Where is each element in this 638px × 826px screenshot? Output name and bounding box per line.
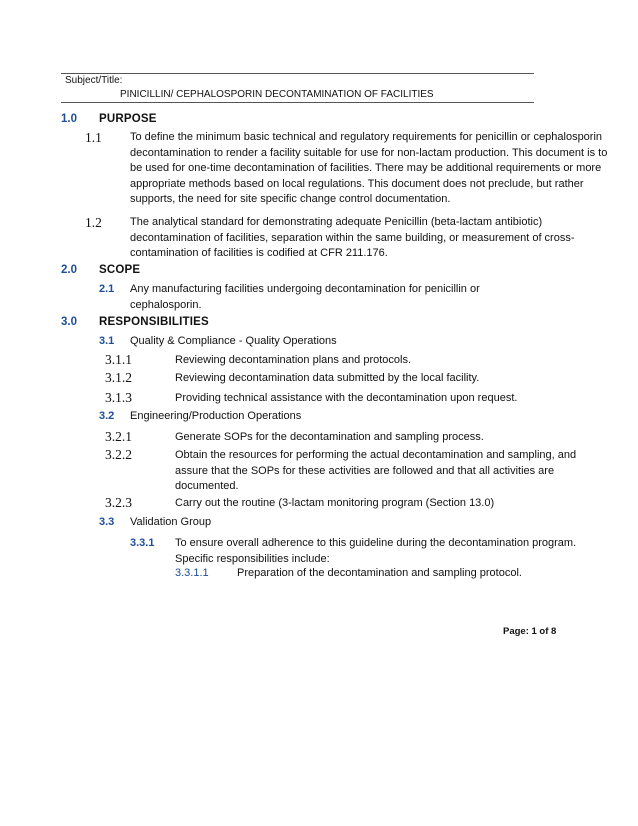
item-number: 3.1.3 [105, 390, 132, 405]
item-number: 3.2.3 [105, 495, 132, 510]
item-number: 3.1.2 [105, 370, 132, 385]
section-number: 2.0 [61, 264, 77, 276]
item-number: 3.2.1 [105, 429, 132, 444]
responsibility-item: Reviewing decontamination plans and protocols. [175, 354, 412, 366]
subsection-number: 3.2 [99, 410, 115, 422]
document-title: PINICILLIN/ CEPHALOSPORIN DECONTAMINATION OF FACILITIES [120, 89, 434, 100]
responsibility-item: Generate SOPs for the decontamination and sampling process. [175, 431, 484, 443]
subsection-title: Quality & Compliance - Quality Operations [130, 335, 337, 347]
subsection-number: 3.3 [99, 516, 115, 528]
section-number: 1.0 [61, 113, 77, 125]
item-number: 1.2 [85, 215, 102, 230]
subsection-title: Validation Group [130, 516, 212, 528]
purpose-paragraph: The analytical standard for demonstrating adequate Penicillin (beta-lactam antibiotic) decontamination of facilities, separation within the same building, or measurement of cross-contamination of facilities is codified at CFR 211.176. [130, 216, 575, 260]
purpose-paragraph: To define the minimum basic technical and regulatory requirements for penicillin or cephalosporin decontamination to render a facility suitable for use for non-lactam production. This document is to be used for one-time decontamination of facilities. There may be additional requirements or more appropriate methods based on local regulations. This document does not preclude, but rather supports, the need for site specific change control documentation. [130, 131, 608, 206]
item-number: 2.1 [99, 283, 115, 295]
section-title-purpose: PURPOSE [99, 113, 157, 125]
scope-paragraph: Any manufacturing facilities undergoing decontamination for penicillin or cephalosporin. [130, 283, 480, 311]
item-number: 3.1.1 [105, 352, 132, 367]
responsibility-item: Providing technical assistance with the decontamination upon request. [175, 392, 518, 404]
responsibility-item: Carry out the routine (3-lactam monitoring program (Section 13.0) [175, 497, 495, 509]
responsibility-item: Obtain the resources for performing the actual decontamination and sampling, and assure that the SOPs for these activities are followed and that all activities are documented. [175, 449, 577, 493]
responsibility-item: Preparation of the decontamination and sampling protocol. [237, 567, 522, 579]
subject-label: Subject/Title: [65, 75, 123, 86]
responsibility-item: To ensure overall adherence to this guideline during the decontamination program. Specific responsibilities include: [175, 537, 577, 565]
section-title-scope: SCOPE [99, 264, 141, 276]
item-number: 1.1 [85, 130, 102, 145]
responsibility-item: Reviewing decontamination data submitted by the local facility. [175, 372, 480, 384]
section-number: 3.0 [61, 316, 77, 328]
document-header [61, 73, 534, 103]
item-number: 3.2.2 [105, 447, 132, 462]
subsection-number: 3.1 [99, 335, 115, 347]
item-number: 3.3.1 [130, 537, 155, 549]
item-number: 3.3.1.1 [175, 567, 209, 579]
subsection-title: Engineering/Production Operations [130, 410, 302, 422]
section-title-responsibilities: RESPONSIBILITIES [99, 316, 209, 328]
page-number: Page: 1 of 8 [503, 626, 557, 637]
